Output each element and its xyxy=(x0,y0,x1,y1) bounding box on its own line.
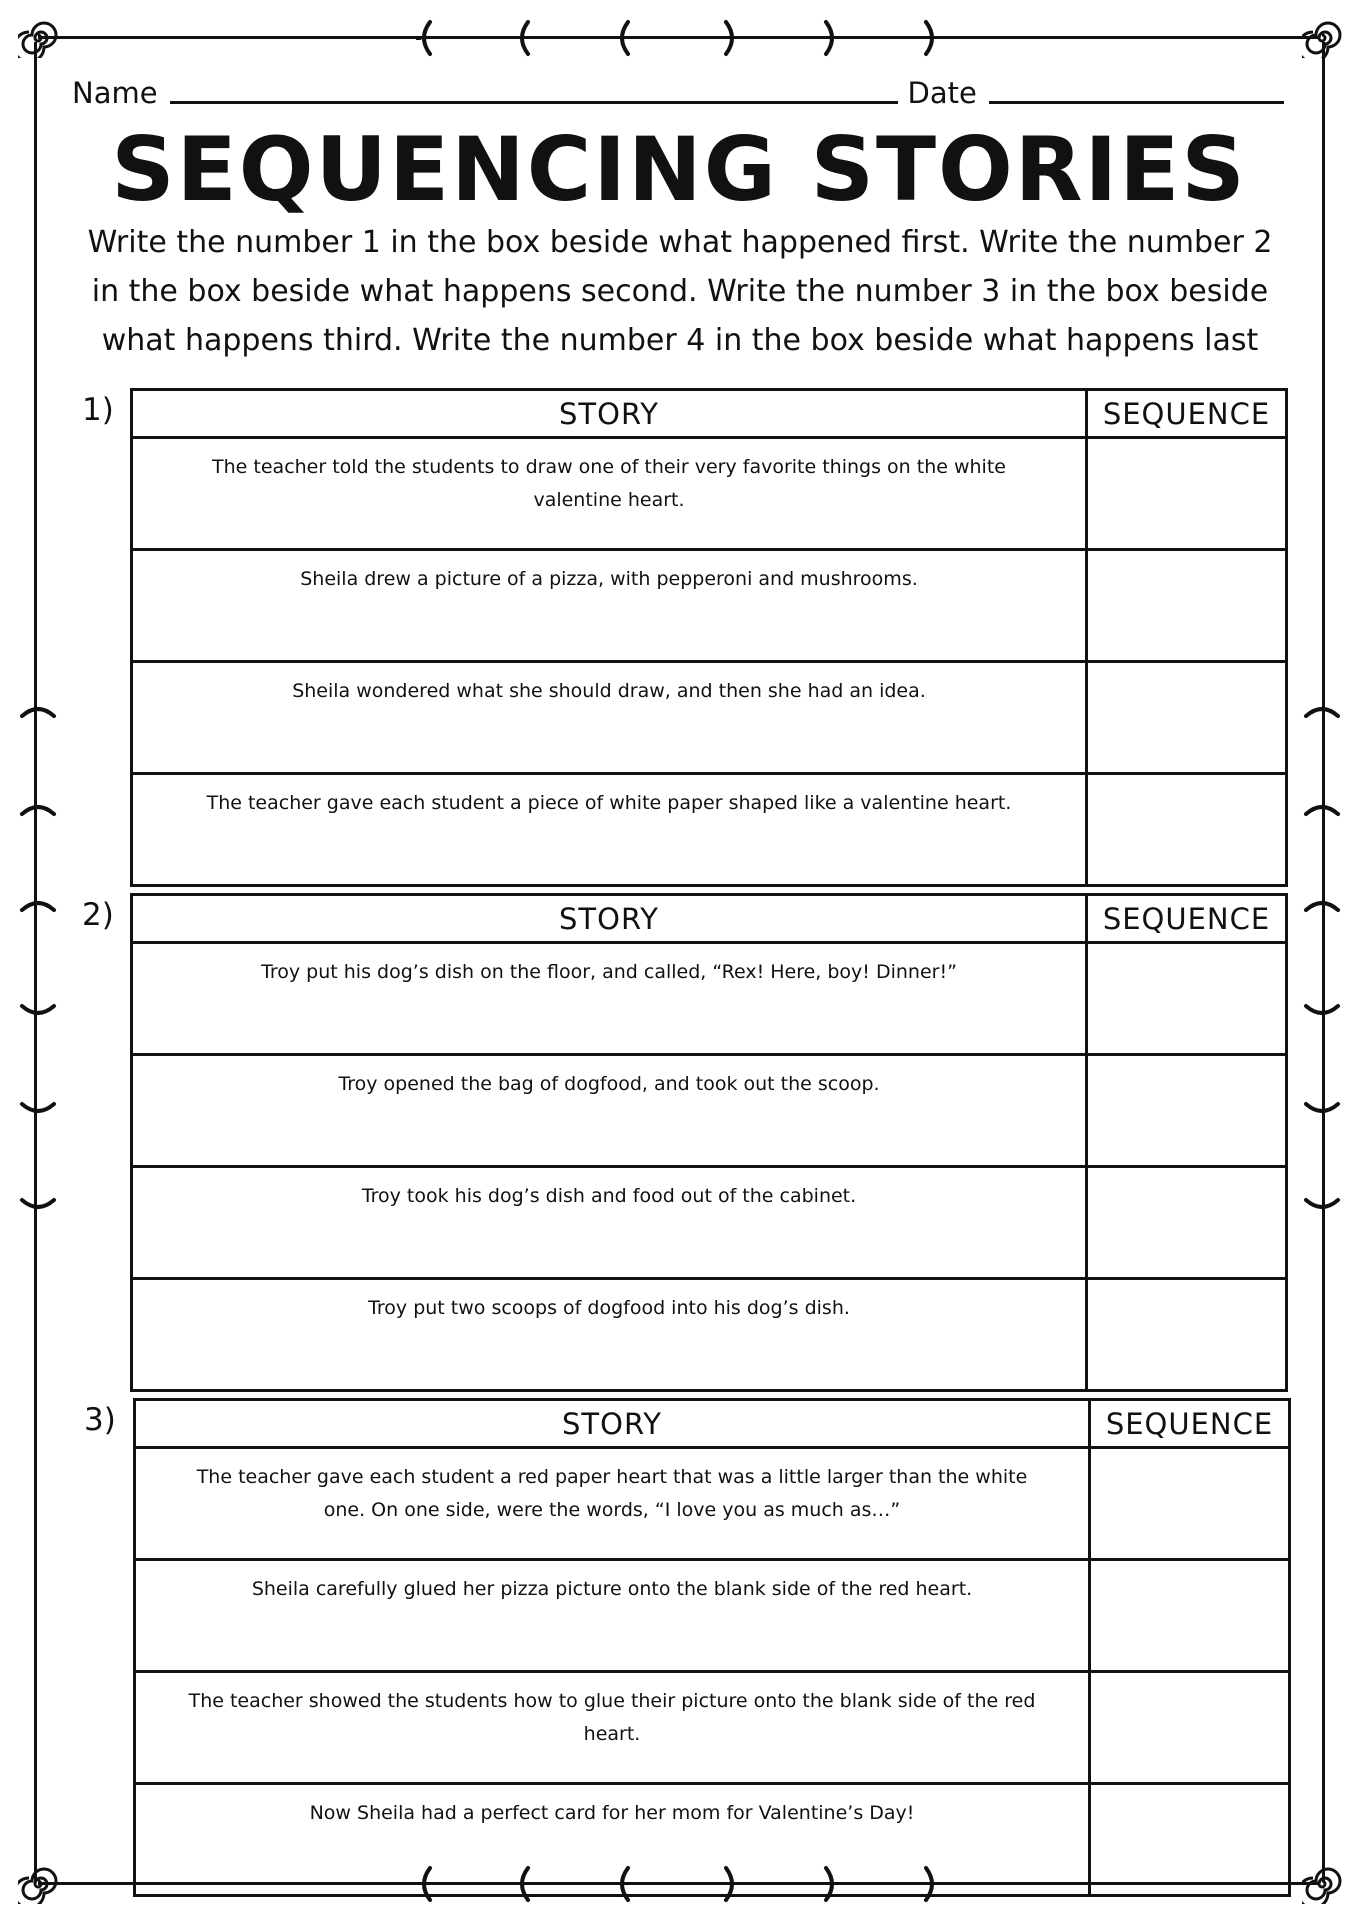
story-text: Troy took his dog’s dish and food out of the cabinet. xyxy=(132,1167,1087,1279)
table-row xyxy=(135,1448,1290,1560)
sequence-answer-box[interactable] xyxy=(1090,1560,1290,1672)
table-row xyxy=(135,1784,1290,1896)
table-row xyxy=(135,1560,1290,1672)
story-text: Troy opened the bag of dogfood, and took out the scoop. xyxy=(132,1055,1087,1167)
sequence-column-header: SEQUENCE xyxy=(1087,895,1287,943)
name-date-header xyxy=(72,66,1294,110)
table-row xyxy=(132,1279,1287,1391)
table-row xyxy=(132,438,1287,550)
table-row xyxy=(132,1055,1287,1167)
story-text: Sheila wondered what she should draw, and then she had an idea. xyxy=(132,662,1087,774)
name-field[interactable] xyxy=(170,95,898,104)
sequence-answer-box[interactable] xyxy=(1087,774,1287,886)
sequence-column-header: SEQUENCE xyxy=(1087,390,1287,438)
story-text: Troy put his dog’s dish on the floor, and called, “Rex! Here, boy! Dinner!” xyxy=(132,943,1087,1055)
page-title: SEQUENCING STORIES xyxy=(111,118,1247,221)
date-label: Date xyxy=(907,76,977,110)
sequence-column-header: SEQUENCE xyxy=(1090,1400,1290,1448)
story-text: The teacher gave each student a red paper heart that was a little larger than the white one. On one side, were the words, “I love you as much as…” xyxy=(135,1448,1090,1560)
sequence-table-3 xyxy=(133,1398,1291,1897)
date-field[interactable] xyxy=(989,95,1284,104)
sequence-answer-box[interactable] xyxy=(1087,1279,1287,1391)
spiral-corner-icon xyxy=(18,1864,58,1904)
table-row xyxy=(132,943,1287,1055)
story-text: Now Sheila had a perfect card for her mom for Valentine’s Day! xyxy=(135,1784,1090,1896)
sequence-answer-box[interactable] xyxy=(1087,1167,1287,1279)
sequence-answer-box[interactable] xyxy=(1087,662,1287,774)
name-label: Name xyxy=(72,76,158,110)
story-text: Sheila carefully glued her pizza picture onto the blank side of the red heart. xyxy=(135,1560,1090,1672)
parenthesis-ornament-icon xyxy=(416,18,956,58)
sequence-answer-box[interactable] xyxy=(1087,550,1287,662)
question-number: 1) xyxy=(82,392,114,428)
story-text: The teacher gave each student a piece of white paper shaped like a valentine heart. xyxy=(132,774,1087,886)
story-column-header: STORY xyxy=(132,895,1087,943)
sequence-answer-box[interactable] xyxy=(1090,1784,1290,1896)
question-number: 2) xyxy=(82,897,114,933)
story-text: The teacher showed the students how to glue their picture onto the blank side of the red heart. xyxy=(135,1672,1090,1784)
question-number: 3) xyxy=(84,1402,116,1438)
story-column-header: STORY xyxy=(132,390,1087,438)
story-column-header: STORY xyxy=(135,1400,1090,1448)
parenthesis-ornament-icon xyxy=(18,700,58,1220)
spiral-corner-icon xyxy=(1302,18,1342,58)
sequence-answer-box[interactable] xyxy=(1090,1448,1290,1560)
parenthesis-ornament-icon xyxy=(1302,700,1342,1220)
sequence-table-2 xyxy=(130,893,1288,1392)
table-row xyxy=(132,1167,1287,1279)
story-text: Sheila drew a picture of a pizza, with pepperoni and mushrooms. xyxy=(132,550,1087,662)
story-text: The teacher told the students to draw one of their very favorite things on the white valentine heart. xyxy=(132,438,1087,550)
table-row xyxy=(132,774,1287,886)
spiral-corner-icon xyxy=(1302,1864,1342,1904)
spiral-corner-icon xyxy=(18,18,58,58)
instructions-text: Write the number 1 in the box beside what happened first. Write the number 2 in the box beside what happens second. Write the number 3 in the box beside what happens third. Write the number 4 in the box beside what happens last xyxy=(87,225,1273,358)
sequence-answer-box[interactable] xyxy=(1087,1055,1287,1167)
table-row xyxy=(135,1672,1290,1784)
sequence-answer-box[interactable] xyxy=(1087,943,1287,1055)
table-row xyxy=(132,662,1287,774)
table-row xyxy=(132,550,1287,662)
sequence-table-1 xyxy=(130,388,1288,887)
story-text: Troy put two scoops of dogfood into his dog’s dish. xyxy=(132,1279,1087,1391)
sequence-answer-box[interactable] xyxy=(1090,1672,1290,1784)
sequence-answer-box[interactable] xyxy=(1087,438,1287,550)
